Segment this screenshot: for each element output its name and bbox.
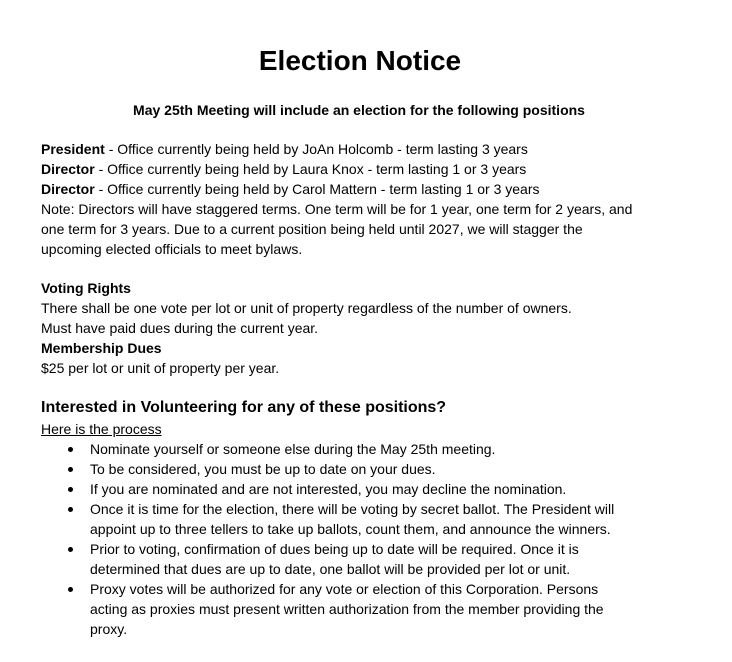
dues-heading: Membership Dues	[41, 340, 162, 356]
position-detail: - Office currently being held by Laura Knox - term lasting 1 or 3 years	[94, 161, 527, 177]
note-line: upcoming elected officials to meet bylaws.	[41, 241, 303, 257]
process-steps-list	[41, 439, 701, 639]
process-step-line: appoint up to three tellers to take up ballots, count them, and announce the winners.	[90, 521, 611, 537]
page-title: Election Notice	[258, 45, 462, 76]
position-detail: - Office currently being held by Carol Mattern - term lasting 1 or 3 years	[94, 181, 540, 197]
subtitle: May 25th Meeting will include an election for the following positions	[133, 102, 585, 118]
process-step-line: acting as proxies must present written authorization from the member providing the	[90, 601, 604, 617]
process-step-line: Proxy votes will be authorized for any vote or election of this Corporation. Persons	[90, 581, 599, 597]
voting-line: There shall be one vote per lot or unit of property regardless of the number of owners.	[41, 300, 572, 316]
process-step	[41, 579, 701, 639]
voting-heading: Voting Rights	[41, 280, 131, 296]
process-step	[41, 539, 701, 579]
volunteer-section	[41, 397, 701, 639]
position-line	[41, 159, 701, 179]
position-line	[41, 179, 701, 199]
process-step	[41, 439, 701, 459]
process-step	[41, 479, 701, 499]
process-step-line: proxy.	[90, 621, 128, 637]
process-step	[41, 499, 701, 539]
voting-line: Must have paid dues during the current year.	[41, 320, 319, 336]
volunteer-heading: Interested in Volunteering for any of these positions?	[41, 399, 447, 416]
process-label: Here is the process	[41, 421, 162, 437]
position-role: President	[41, 141, 105, 157]
process-step-line: If you are nominated and are not interested, you may decline the nomination.	[90, 481, 567, 497]
process-step	[41, 459, 701, 479]
bullet-icon	[68, 447, 73, 452]
voting-section	[41, 278, 701, 378]
position-line	[41, 139, 701, 159]
position-detail: - Office currently being held by JoAn Holcomb - term lasting 3 years	[104, 141, 528, 157]
process-step-line: Nominate yourself or someone else during the May 25th meeting.	[90, 441, 496, 457]
bullet-icon	[68, 467, 73, 472]
dues-text: $25 per lot or unit of property per year.	[41, 360, 280, 376]
bullet-icon	[68, 507, 73, 512]
bullet-icon	[68, 587, 73, 592]
process-step-line: determined that dues are up to date, one ballot will be provided per lot or unit.	[90, 561, 571, 577]
bullet-icon	[68, 487, 73, 492]
bullet-icon	[68, 547, 73, 552]
process-step-line: Once it is time for the election, there will be voting by secret ballot. The President will	[90, 501, 615, 517]
position-role: Director	[41, 161, 95, 177]
note-line: one term for 3 years. Due to a current position being held until 2027, we will stagger the	[41, 221, 583, 237]
positions-section	[41, 139, 701, 259]
note-line: Note: Directors will have staggered terms. One term will be for 1 year, one term for 2 years, and	[41, 201, 633, 217]
position-role: Director	[41, 181, 95, 197]
process-step-line: Prior to voting, confirmation of dues being up to date will be required. Once it is	[90, 541, 579, 557]
process-step-line: To be considered, you must be up to date on your dues.	[90, 461, 436, 477]
